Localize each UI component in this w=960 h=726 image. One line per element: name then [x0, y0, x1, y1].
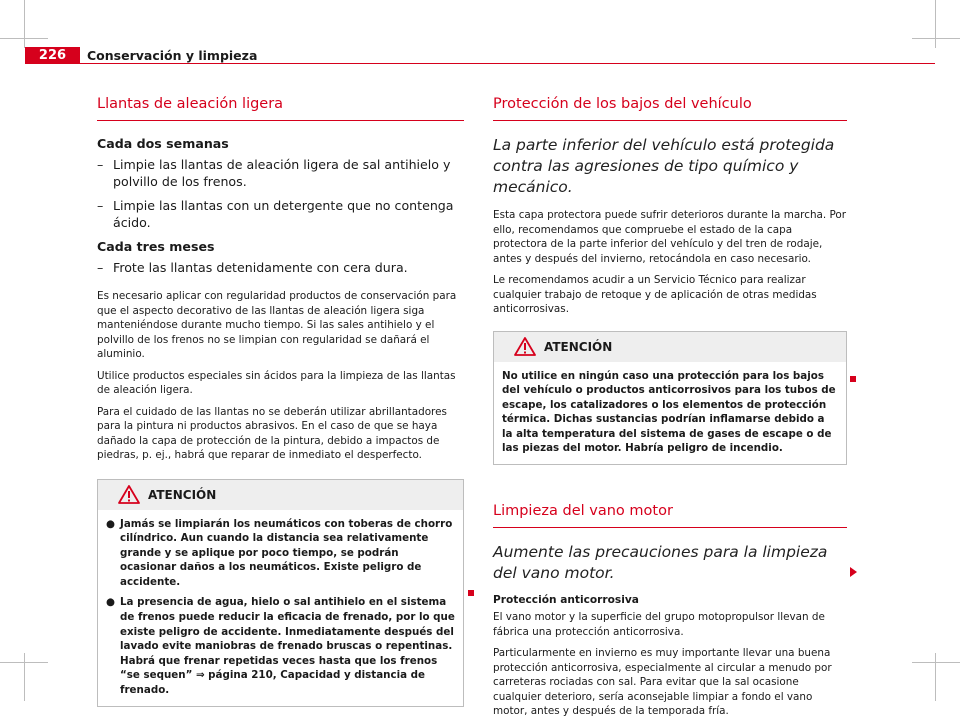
subheading-proteccion-anticorrosiva: Protección anticorrosiva: [493, 594, 639, 607]
crop-mark: [912, 38, 960, 39]
page-number: 226: [25, 47, 80, 64]
paragraph: Particularmente en invierno es muy importante llevar una buena protección anticorrosiva, especialmente al circular a menudo por carreteras rociadas con sal. Para evitar que la sal ocasione cualquier deterioro, sería aconsejable limpiar a fondo el vano motor, antes y después de la temporada fría.: [493, 647, 832, 718]
lead-text: Aumente las precauciones para la limpieza del vano motor.: [493, 543, 828, 583]
continue-arrow-icon: [850, 562, 857, 581]
paragraph: Esta capa protectora puede sufrir deterioros durante la marcha. Por ello, recomendamos que compruebe el estado de la capa protectora de la parte inferior del vehículo y del tren de rodaje, antes y después del invierno, retocándola en caso necesario.: [493, 209, 847, 265]
section-title-vano-motor: Limpieza del vano motor: [493, 503, 847, 528]
warning-body: No utilice en ningún caso una protección para los bajos del vehículo o productos anticorrosivos para los tubos de escape, los catalizadores o los elementos de protección térmica. Dichas sustancias podrían inflamarse debido a la alta temperatura del sistema de gases de escape o de las piezas del motor. Habría peligro de incendio.: [502, 369, 836, 455]
paragraph: Le recomendamos acudir a un Servicio Técnico para realizar cualquier trabajo de retoque y de aplicación de otras medidas anticorrosivas.: [493, 274, 817, 315]
warning-triangle-icon: [514, 337, 536, 356]
paragraph: El vano motor y la superficie del grupo motopropulsor llevan de fábrica una protección anticorrosiva.: [493, 611, 825, 638]
warning-title: ATENCIÓN: [544, 339, 613, 354]
lead-text: La parte inferior del vehículo está protegida contra las agresiones de tipo químico y mecánico.: [493, 136, 835, 196]
crop-mark: [24, 0, 25, 48]
crop-mark: [935, 0, 936, 48]
section-title-llantas: Llantas de aleación ligera: [97, 96, 464, 121]
running-header-title: Conservación y limpieza: [87, 48, 258, 63]
warning-body: [98, 510, 463, 706]
subheading-cada-tres-meses: Cada tres meses: [97, 239, 215, 254]
crop-mark: [912, 662, 960, 663]
paragraph: Es necesario aplicar con regularidad productos de conservación para que el aspecto decorativo de las llantas de aleación ligera siga manteniéndose durante mucho tiempo. Si las sales antihielo y el polvillo de los frenos no se limpian con regularidad se dañará el aluminio.: [97, 290, 457, 360]
list-item: – Limpie las llantas de aleación ligera de sal antihielo y polvillo de los frenos.: [97, 157, 451, 189]
warning-box: [493, 331, 847, 466]
warning-header: [98, 480, 463, 510]
warning-header: [494, 332, 846, 362]
warning-bullet: ● Jamás se limpiarán los neumáticos con toberas de chorro cilíndrico. Aun cuando la distancia sea relativamente grande y se aplique por poco tiempo, se podrán ocasionar daños a los neumáticos. Existe peligro de accidente.: [106, 517, 453, 588]
paragraph: Para el cuidado de las llantas no se deberán utilizar abrillantadores para la pintura ni productos abrasivos. En el caso de que se haya dañado la capa de protección de la pintura, debido a impactos de piedras, p. ej., habrá que reparar de inmediato el desperfecto.: [97, 405, 447, 461]
warning-triangle-icon: [118, 485, 140, 504]
paragraph: Utilice productos especiales sin ácidos para la limpieza de las llantas de aleación ligera.: [97, 369, 456, 396]
right-column: [493, 96, 847, 726]
list-item: – Frote las llantas detenidamente con cera dura.: [97, 260, 408, 275]
warning-box: [97, 479, 464, 707]
list-item: – Limpie las llantas con un detergente que no contenga ácido.: [97, 198, 454, 230]
subheading-cada-dos-semanas: Cada dos semanas: [97, 136, 229, 151]
end-of-section-mark: [850, 367, 856, 386]
section-title-bajos: Protección de los bajos del vehículo: [493, 96, 847, 121]
crop-mark: [24, 653, 25, 701]
header-rule: [80, 63, 935, 64]
warning-bullet: ● La presencia de agua, hielo o sal antihielo en el sistema de frenos puede reducir la eficacia de frenado, por lo que existe peligro de accidente. Inmediatamente después del lavado evite maniobras de frenado bruscas o repentinas. Habrá que frenar repetidas veces hasta que los frenos “se sequen” ⇒ página 210, Capacidad y distancia de frenado.: [106, 596, 455, 697]
warning-title: ATENCIÓN: [148, 487, 217, 502]
crop-mark: [935, 653, 936, 701]
end-of-section-mark: [468, 581, 474, 600]
left-column: [97, 96, 464, 707]
